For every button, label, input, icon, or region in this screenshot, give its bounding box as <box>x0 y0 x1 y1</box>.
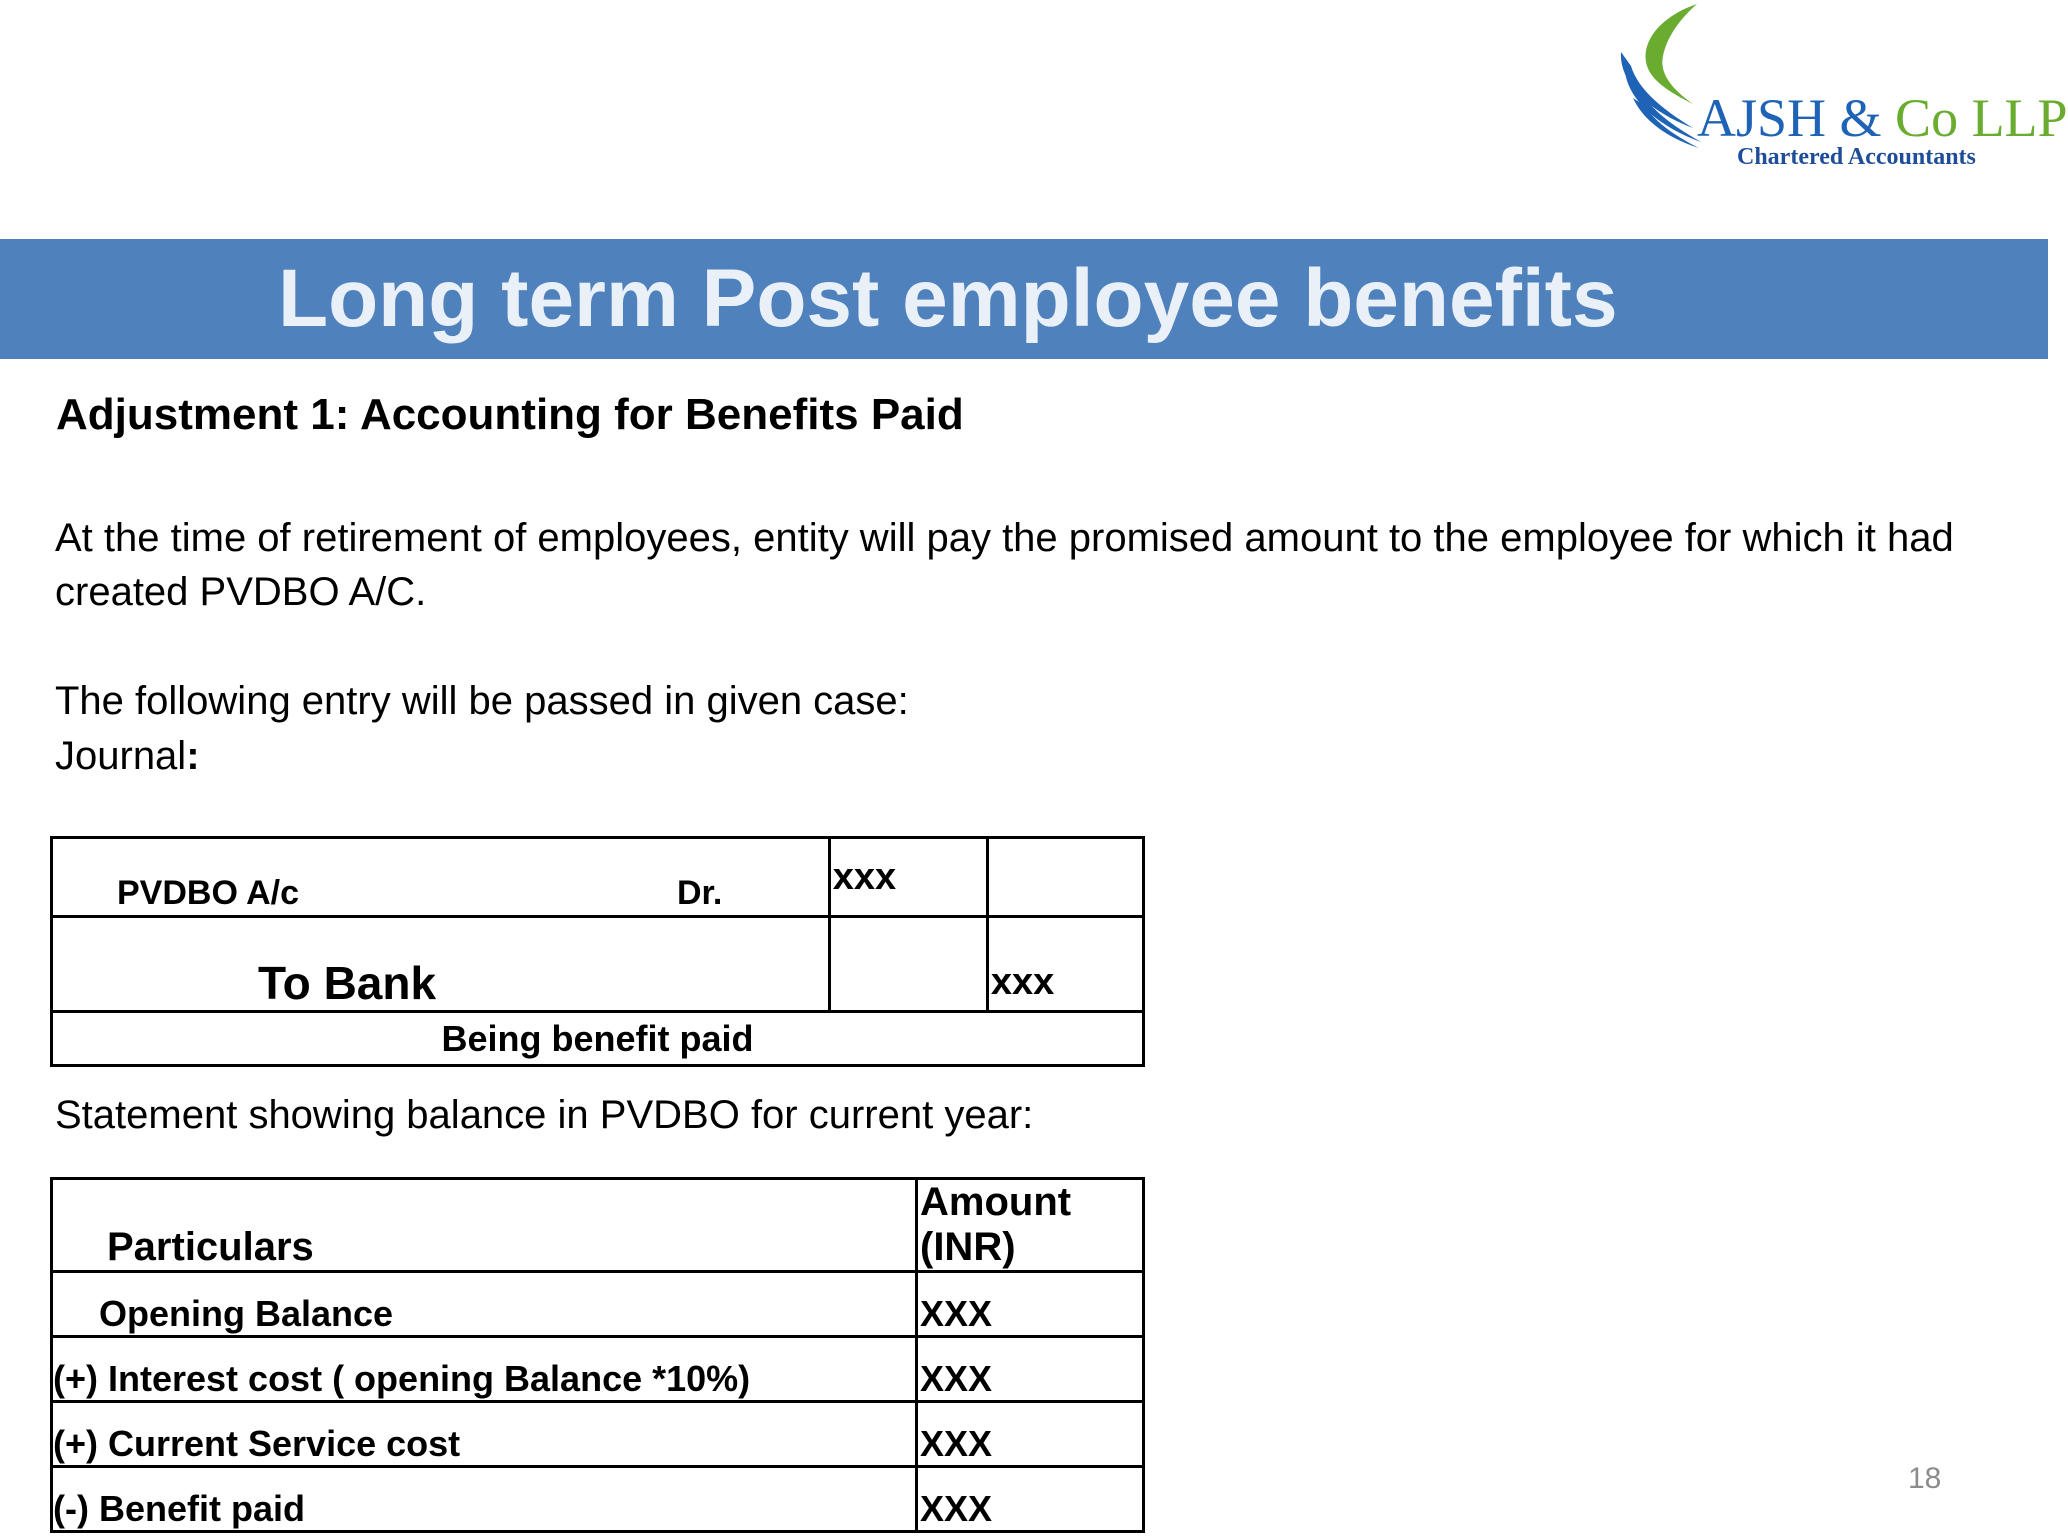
journal-credit-amount: xxx <box>987 917 1143 1012</box>
journal-entry-table <box>50 836 1145 1067</box>
journal-empty-cell <box>829 917 987 1012</box>
paragraph-entry-intro: The following entry will be passed in given case: <box>55 679 909 723</box>
journal-credit-row <box>52 917 1144 1012</box>
journal-colon: : <box>186 734 200 778</box>
logo-name-part2: Co LLP <box>1895 88 2068 148</box>
statement-intro: Statement showing balance in PVDBO for current year: <box>55 1093 1034 1137</box>
table-row <box>52 1337 1144 1402</box>
row-particular: Opening Balance <box>52 1272 917 1337</box>
journal-label: Journal <box>55 734 187 778</box>
row-amount: XXX <box>917 1272 1144 1337</box>
journal-narration-row <box>52 1012 1144 1066</box>
paragraph-retirement: At the time of retirement of employees, entity will pay the promised amount to the employee for which it had created PVDBO A/C. <box>55 516 1954 614</box>
header-particulars: Particulars <box>52 1179 917 1272</box>
slide-title: Long term Post employee benefits <box>278 253 1618 344</box>
table-header-row <box>52 1179 1144 1272</box>
row-amount: XXX <box>917 1467 1144 1532</box>
journal-debit-cell <box>52 838 830 917</box>
row-amount: XXX <box>917 1402 1144 1467</box>
row-particular: (+) Current Service cost <box>52 1402 917 1467</box>
journal-debit-amount: xxx <box>829 838 987 917</box>
company-logo <box>1615 0 2068 215</box>
journal-empty-cell <box>987 838 1143 917</box>
table-row <box>52 1272 1144 1337</box>
row-particular: (+) Interest cost ( opening Balance *10%) <box>52 1337 917 1402</box>
row-particular: (-) Benefit paid <box>52 1467 917 1532</box>
logo-subtitle: Chartered Accountants <box>1737 144 1976 170</box>
journal-debit-account: PVDBO A/c <box>117 874 300 912</box>
journal-narration: Being benefit paid <box>52 1012 1144 1066</box>
page-number: 18 <box>1908 1462 1942 1495</box>
logo-company-name <box>1697 88 2068 148</box>
journal-label-line <box>55 729 2015 783</box>
journal-debit-row <box>52 838 1144 917</box>
title-band <box>0 239 2048 359</box>
section-heading: Adjustment 1: Accounting for Benefits Paid <box>56 390 964 439</box>
logo-name-part1: AJSH & <box>1697 88 1882 148</box>
row-amount: XXX <box>917 1337 1144 1402</box>
table-row <box>52 1402 1144 1467</box>
pvdbo-statement-table <box>50 1177 1145 1533</box>
table-row <box>52 1467 1144 1532</box>
header-amount: Amount (INR) <box>917 1179 1144 1272</box>
journal-credit-account: To Bank <box>52 917 830 1012</box>
journal-debit-marker: Dr. <box>677 874 723 912</box>
